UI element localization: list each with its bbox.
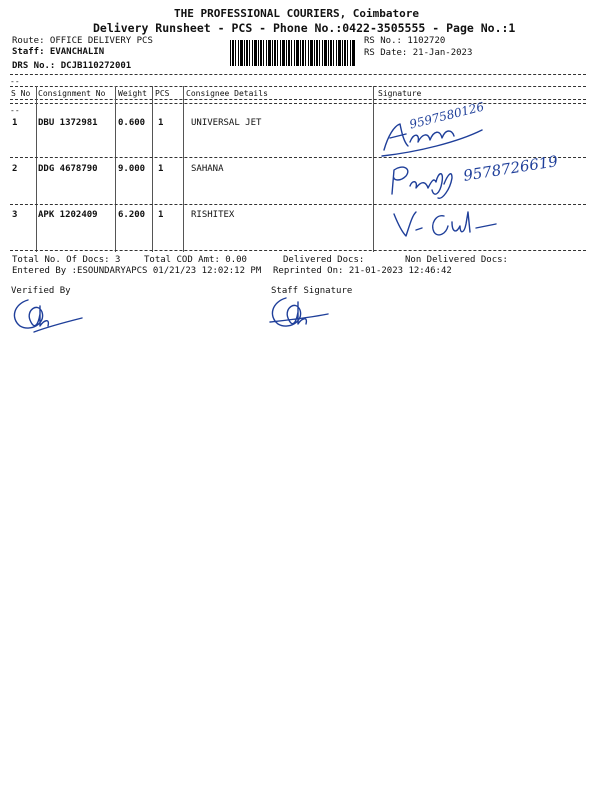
dash-mark: -- bbox=[10, 106, 20, 115]
divider bbox=[10, 86, 586, 87]
staff-signature bbox=[264, 294, 334, 330]
column-rule bbox=[115, 86, 116, 252]
row-consignee: SAHANA bbox=[191, 164, 224, 174]
divider bbox=[10, 99, 586, 100]
row-weight: 6.200 bbox=[118, 210, 146, 220]
divider bbox=[10, 250, 586, 251]
divider bbox=[10, 103, 586, 104]
row-consignment: DDG 4678790 bbox=[38, 164, 98, 174]
column-header-weight: Weight bbox=[118, 89, 147, 98]
non-delivered-docs: Non Delivered Docs: bbox=[405, 255, 508, 265]
divider bbox=[10, 74, 586, 75]
reprinted-on: Reprinted On: 21-01-2023 12:46:42 bbox=[273, 266, 452, 276]
row-weight: 9.000 bbox=[118, 164, 146, 174]
drs-number: DRS No.: DCJB110272001 bbox=[12, 61, 132, 71]
row-sno: 2 bbox=[12, 164, 18, 174]
row-pcs: 1 bbox=[158, 164, 164, 174]
dash-mark: -- bbox=[10, 77, 20, 86]
delivered-docs: Delivered Docs: bbox=[283, 255, 365, 265]
row-consignee: UNIVERSAL JET bbox=[191, 118, 262, 128]
column-rule bbox=[373, 86, 374, 252]
signature-phone: 9578726619 bbox=[462, 152, 560, 185]
company-title: THE PROFESSIONAL COURIERS, Coimbatore bbox=[174, 7, 420, 20]
row-pcs: 1 bbox=[158, 118, 164, 128]
total-cod: Total COD Amt: 0.00 bbox=[144, 255, 247, 265]
runsheet-subtitle: Delivery Runsheet - PCS - Phone No.:0422-3505555 - Page No.:1 bbox=[93, 21, 516, 35]
staff-signature-label: Staff Signature bbox=[271, 286, 353, 296]
row-weight: 0.600 bbox=[118, 118, 146, 128]
divider bbox=[10, 204, 586, 205]
rs-number: RS No.: 1102720 bbox=[364, 36, 446, 46]
row-consignment: DBU 1372981 bbox=[38, 118, 98, 128]
column-header-consignment: Consignment No bbox=[38, 89, 106, 98]
column-header-signature: Signature bbox=[378, 89, 422, 98]
column-rule bbox=[152, 86, 153, 252]
column-header-pcs: PCS bbox=[155, 89, 170, 98]
entered-by: Entered By :ESOUNDARYAPCS 01/21/23 12:02:12 PM bbox=[12, 266, 262, 276]
row-sno: 1 bbox=[12, 118, 18, 128]
column-rule bbox=[36, 86, 37, 252]
total-docs: Total No. Of Docs: 3 bbox=[12, 255, 121, 265]
handwritten-signature bbox=[392, 206, 502, 242]
column-rule bbox=[183, 86, 184, 252]
staff-label: Staff: EVANCHALIN bbox=[12, 47, 105, 57]
row-consignee: RISHITEX bbox=[191, 210, 235, 220]
route-label: Route: OFFICE DELIVERY PCS bbox=[12, 36, 153, 46]
signature-phone: 9597580126 bbox=[408, 99, 486, 132]
row-sno: 3 bbox=[12, 210, 18, 220]
verified-by-label: Verified By bbox=[11, 286, 71, 296]
column-header-consignee: Consignee Details bbox=[186, 89, 268, 98]
row-consignment: APK 1202409 bbox=[38, 210, 98, 220]
rs-date: RS Date: 21-Jan-2023 bbox=[364, 48, 473, 58]
verified-by-signature bbox=[6, 296, 86, 334]
divider bbox=[10, 157, 586, 158]
barcode bbox=[230, 40, 356, 66]
row-pcs: 1 bbox=[158, 210, 164, 220]
handwritten-signature bbox=[382, 160, 462, 204]
column-header-sno: S No bbox=[11, 89, 31, 98]
